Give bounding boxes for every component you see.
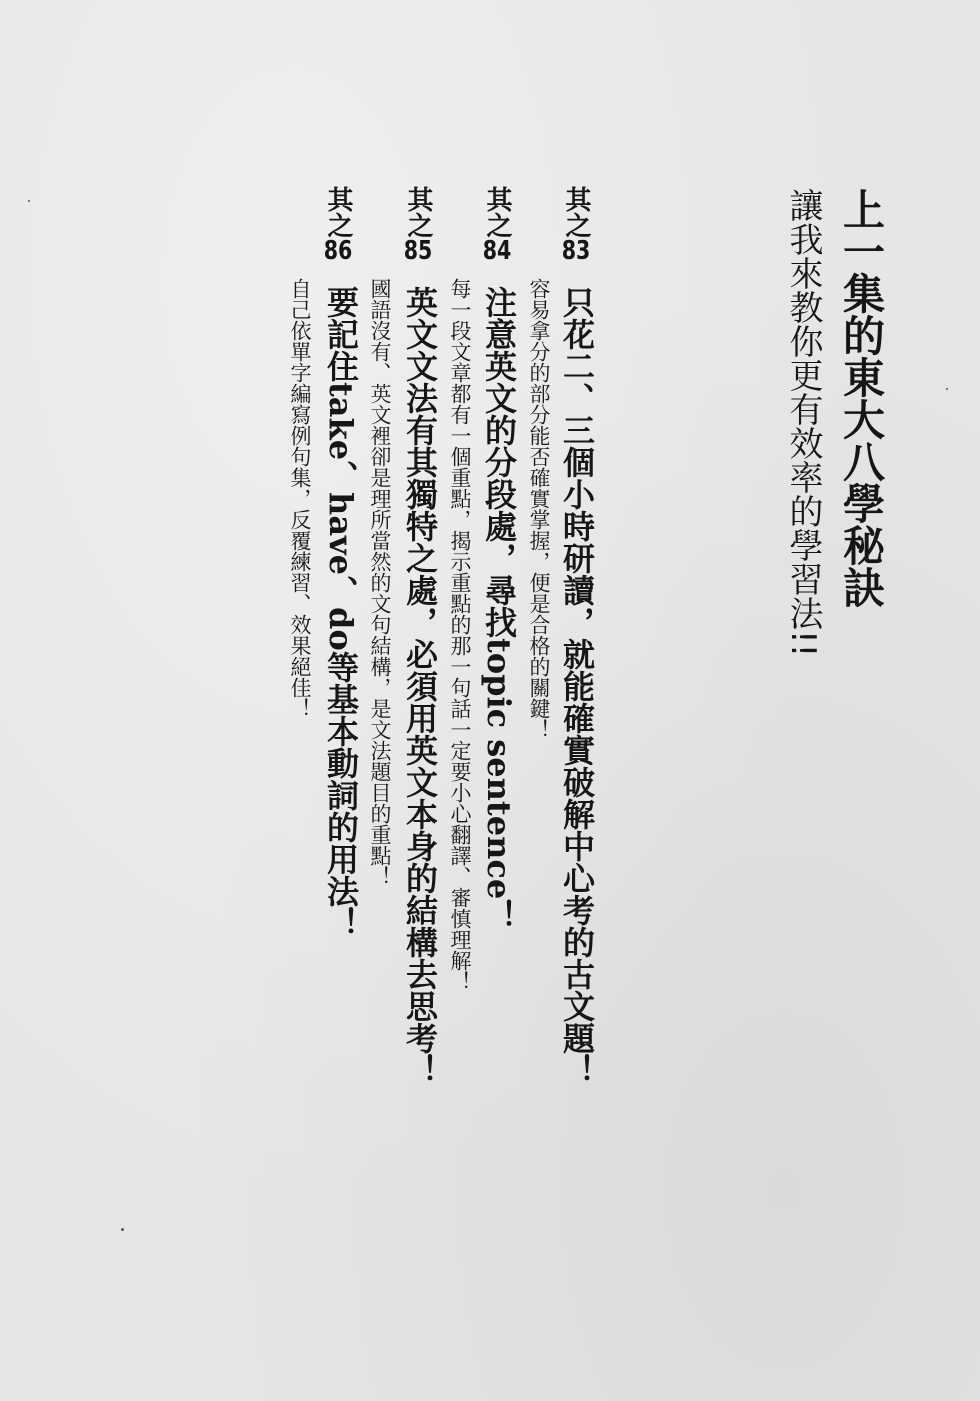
scan-speck — [121, 1228, 124, 1231]
section-heading-85: 英文文法有其獨特之處，必須用英文本身的結構去思考！ — [401, 286, 439, 1086]
section-note-85: 國語沒有、英文裡卻是理所當然的文句結構，是文法題目的重點！ — [368, 278, 392, 887]
section-label-83: 其之83 — [561, 186, 591, 264]
section-heading-84: 注意英文的分段處，尋找topic sentence！ — [480, 286, 518, 932]
scan-speck — [28, 200, 30, 202]
section-label-84: 其之84 — [482, 186, 512, 264]
chapter-subtitle: 讓我來教你更有效率的學習法!! — [783, 188, 823, 658]
chapter-title: 上一集的東大八學秘訣 — [837, 188, 886, 608]
section-note-83: 容易拿分的部分能否確實掌握，便是合格的關鍵！ — [527, 278, 551, 740]
section-heading-83: 只花二、三個小時研讀，就能確實破解中心考的古文題！ — [558, 286, 596, 1086]
section-note-86: 自己依單字編寫例句集，反覆練習、效果絕佳！ — [288, 278, 312, 719]
section-heading-86: 要記住take、have、do等基本動詞的用法！ — [322, 286, 360, 939]
section-label-86: 其之86 — [323, 186, 353, 264]
section-label-85: 其之85 — [403, 186, 433, 264]
section-note-84: 每一段文章都有一個重點，揭示重點的那一句話一定要小心翻譯、審慎理解！ — [448, 278, 472, 992]
scan-speck — [946, 388, 948, 390]
